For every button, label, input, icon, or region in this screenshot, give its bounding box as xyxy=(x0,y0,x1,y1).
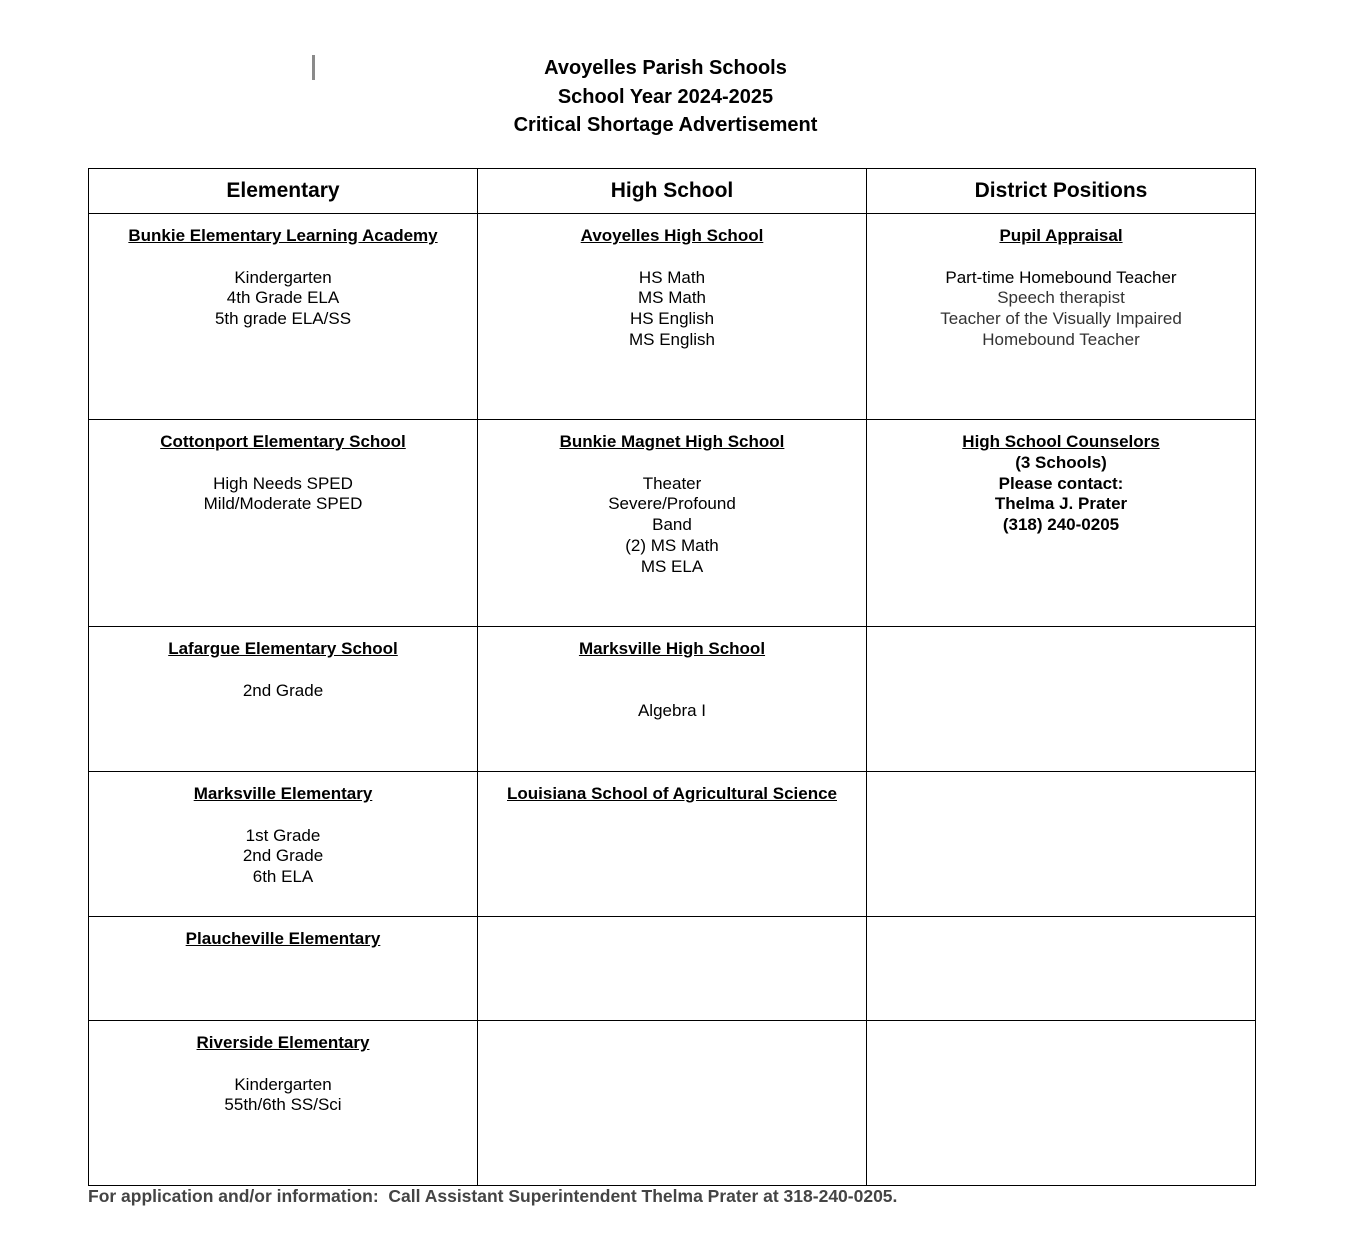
district-cell xyxy=(867,214,1256,420)
department-name: High School Counselors xyxy=(962,432,1160,451)
school-name: Marksville High School xyxy=(578,639,766,658)
table-header-row xyxy=(89,169,1256,214)
high-school-cell-empty xyxy=(478,917,867,1021)
title-advertisement: Critical Shortage Advertisement xyxy=(513,114,818,136)
position: 2nd Grade xyxy=(242,846,324,866)
school-name: Plaucheville Elementary xyxy=(185,929,381,948)
position: HS Math xyxy=(638,267,706,287)
school-name: Riverside Elementary xyxy=(196,1033,370,1052)
position: Algebra I xyxy=(637,701,707,721)
district-cell-empty xyxy=(867,1021,1256,1186)
school-name: Louisiana School of Agricultural Science xyxy=(507,784,837,803)
table-row xyxy=(89,420,1256,627)
column-header-district: District Positions xyxy=(867,169,1256,214)
position: MS ELA xyxy=(640,556,704,576)
table-row xyxy=(89,772,1256,917)
position: Teacher of the Visually Impaired xyxy=(940,309,1182,329)
position: 55th/6th SS/Sci xyxy=(224,1095,342,1115)
table-row xyxy=(89,917,1256,1021)
table-row xyxy=(89,1021,1256,1186)
table-row xyxy=(89,214,1256,420)
table-row xyxy=(89,627,1256,772)
position: High Needs SPED xyxy=(213,473,353,493)
district-cell xyxy=(867,420,1256,627)
document-title xyxy=(0,54,1331,140)
department-name: Pupil Appraisal xyxy=(999,226,1123,245)
elementary-cell xyxy=(89,772,478,917)
school-name: Marksville Elementary xyxy=(193,784,373,803)
shortage-table xyxy=(88,168,1256,1186)
position: Speech therapist xyxy=(997,288,1125,308)
position: MS Math xyxy=(637,288,707,308)
position: 4th Grade ELA xyxy=(226,288,340,308)
elementary-cell xyxy=(89,1021,478,1186)
high-school-cell-empty xyxy=(478,1021,867,1186)
position: Homebound Teacher xyxy=(982,329,1140,349)
footer-contact-info: For application and/or information: Call Assistant Superintendent Thelma Prater at 318-240-0205. xyxy=(88,1186,898,1206)
school-name: Avoyelles High School xyxy=(580,226,764,245)
position: 2nd Grade xyxy=(242,680,324,700)
position: Part-time Homebound Teacher xyxy=(945,267,1177,287)
high-school-cell xyxy=(478,772,867,917)
position: 5th grade ELA/SS xyxy=(214,309,352,329)
district-cell-empty xyxy=(867,772,1256,917)
position: Kindergarten xyxy=(234,267,332,287)
school-name: Lafargue Elementary School xyxy=(168,639,398,658)
title-school-year: School Year 2024-2025 xyxy=(557,85,774,108)
position: MS English xyxy=(629,329,715,349)
position: Theater xyxy=(642,473,702,493)
position: Mild/Moderate SPED xyxy=(203,494,363,514)
elementary-cell xyxy=(89,214,478,420)
school-name: Bunkie Magnet High School xyxy=(559,432,785,451)
counselor-detail: (3 Schools) xyxy=(1015,452,1107,472)
high-school-cell xyxy=(478,420,867,627)
district-cell-empty xyxy=(867,627,1256,772)
column-header-elementary: Elementary xyxy=(89,169,478,214)
school-name: Bunkie Elementary Learning Academy xyxy=(128,226,438,245)
position: 1st Grade xyxy=(245,825,321,845)
school-name: Cottonport Elementary School xyxy=(160,432,406,451)
district-cell-empty xyxy=(867,917,1256,1021)
elementary-cell xyxy=(89,917,478,1021)
position: (2) MS Math xyxy=(625,535,719,555)
position: Severe/Profound xyxy=(608,494,736,514)
title-district: Avoyelles Parish Schools xyxy=(544,57,787,79)
counselor-detail: Please contact: xyxy=(998,473,1124,493)
position: Band xyxy=(652,515,692,535)
contact-name: Thelma J. Prater xyxy=(994,494,1128,514)
position: HS English xyxy=(629,309,715,329)
elementary-cell xyxy=(89,420,478,627)
high-school-cell xyxy=(478,627,867,772)
contact-phone: (318) 240-0205 xyxy=(1002,515,1120,535)
column-header-high-school: High School xyxy=(478,169,867,214)
elementary-cell xyxy=(89,627,478,772)
position: Kindergarten xyxy=(234,1074,332,1094)
position: 6th ELA xyxy=(252,867,314,887)
high-school-cell xyxy=(478,214,867,420)
